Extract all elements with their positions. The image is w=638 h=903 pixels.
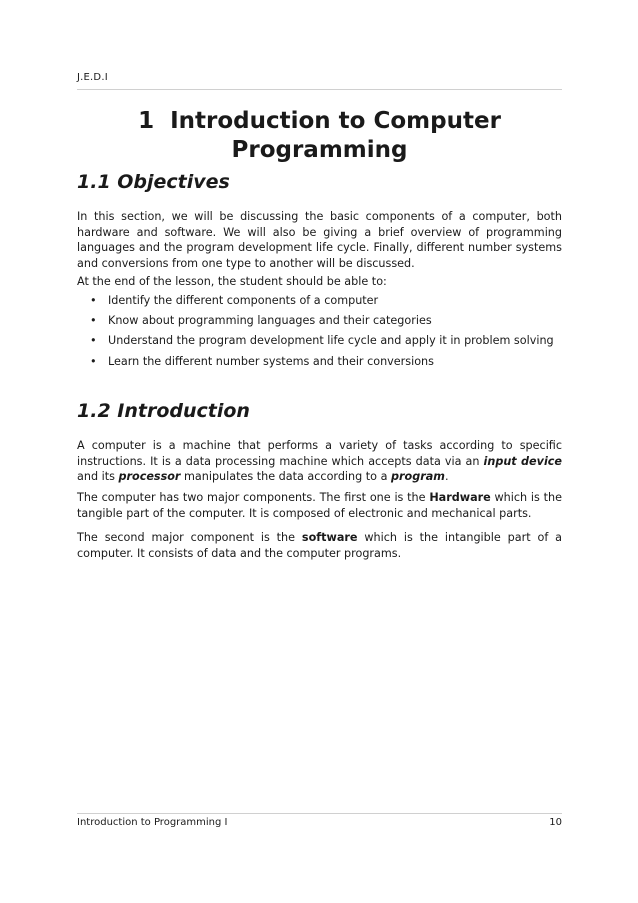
header-divider [77, 89, 562, 90]
introduction-paragraph-1 [77, 438, 562, 485]
section-heading-introduction: 1.2 Introduction [77, 400, 250, 422]
list-item [77, 333, 562, 353]
list-item [77, 293, 562, 313]
footer-divider [77, 813, 562, 814]
introduction-paragraph-3 [77, 530, 562, 561]
chapter-title-line-2: Programming [231, 137, 408, 163]
objectives-lead-in: At the end of the lesson, the student should be able to: [77, 275, 387, 288]
chapter-title-line-1: 1 Introduction to Computer [138, 108, 501, 134]
bullet-icon: • [90, 354, 97, 368]
emphasis-software: software [301, 531, 358, 544]
text-run: and its [77, 470, 119, 483]
text-run: The second major component is the [77, 531, 302, 544]
emphasis-processor: processor [118, 470, 181, 483]
chapter-title [77, 107, 562, 165]
running-header: J.E.D.I [77, 72, 108, 83]
text-run: . [444, 470, 449, 483]
list-item [77, 313, 562, 333]
bullet-icon: • [90, 294, 97, 307]
list-item-text: Understand the program development life cycle and apply it in problem solving [108, 334, 554, 348]
emphasis-program: program [391, 470, 445, 483]
emphasis-input-device: input device [483, 454, 562, 468]
running-footer: Introduction to Programming I [77, 817, 228, 828]
list-item-text: Learn the different number systems and their conversions [108, 354, 434, 368]
objectives-paragraph: In this section, we will be discussing the basic components of a computer, both hardware and software. We will also be giving a brief overview of programming languages and the program development life cycle. Finally, different number systems and conversions from one type to another will be discussed. [77, 210, 562, 270]
bullet-icon: • [90, 334, 97, 348]
text-run: which is the intangible part of a computer. It consists of data and the computer programs. [77, 531, 562, 560]
introduction-paragraph-2 [77, 490, 562, 521]
emphasis-hardware: Hardware [429, 491, 491, 504]
text-run: The computer has two major components. The first one is the [77, 491, 430, 504]
text-run: manipulates the data according to a [180, 470, 391, 483]
section-heading-objectives: 1.1 Objectives [77, 171, 230, 193]
list-item-text: Identify the different components of a computer [108, 294, 379, 307]
text-run: which is the tangible part of the computer. It is composed of electronic and mechanical parts. [77, 491, 562, 520]
objectives-list [77, 293, 562, 374]
list-item [77, 354, 562, 374]
bullet-icon: • [90, 314, 97, 328]
text-run: A computer is a machine that performs a variety of tasks according to specific instructions. It is a data processing machine which accepts data via an [77, 439, 562, 468]
list-item-text: Know about programming languages and their categories [108, 314, 432, 328]
page-number: 10 [549, 817, 562, 828]
